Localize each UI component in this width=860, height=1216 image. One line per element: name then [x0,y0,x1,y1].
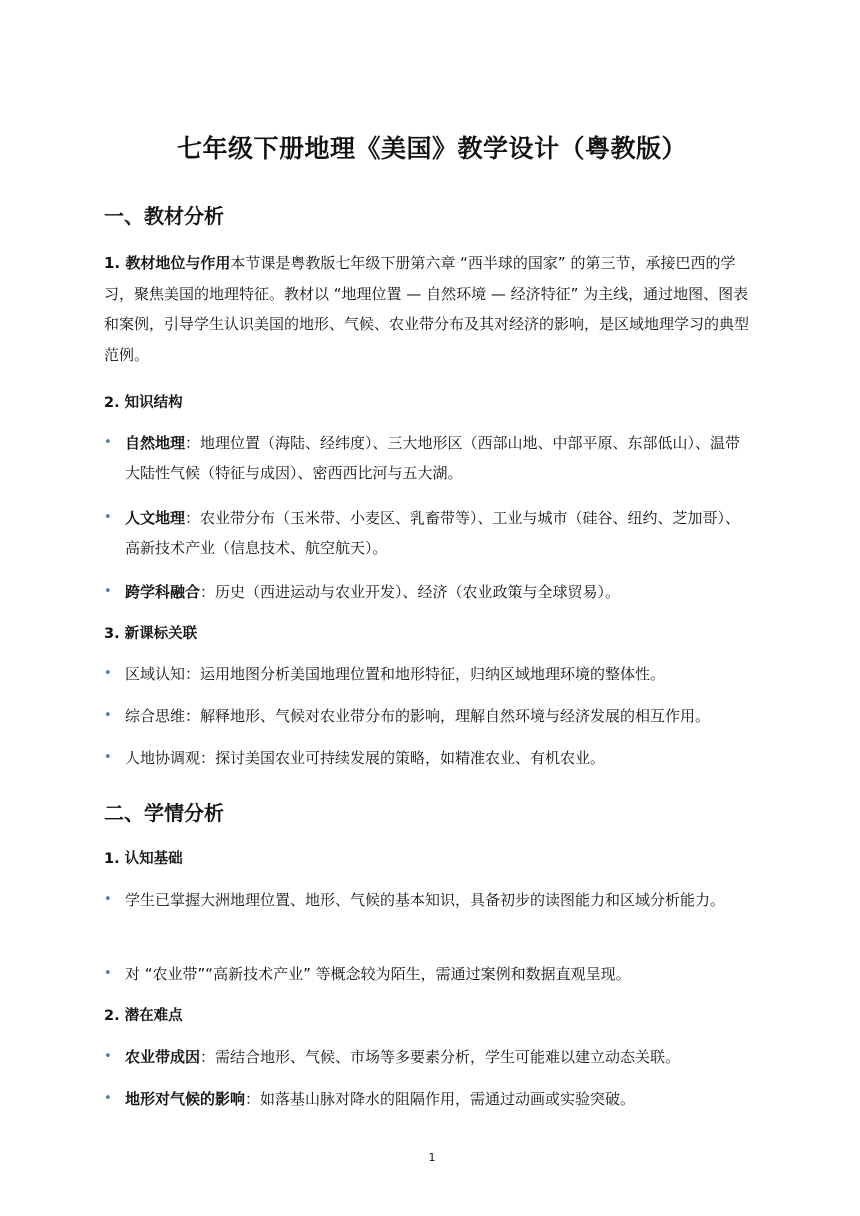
bullet-icon: • [104,892,112,907]
list-item [104,743,760,773]
list-item-text: ：历史（西进运动与农业开发）、经济（农业政策与全球贸易）。 [200,583,621,601]
list-item-text: ：农业带分布（玉米带、小麦区、乳畜带等）、工业与城市（硅谷、纽约、芝加哥）、高新技术产业（信息技术、航空航天）。 [125,509,741,557]
list-item [104,1042,760,1072]
document-page [104,0,760,1216]
section-heading-learner-analysis: 二、学情分析 [104,801,224,825]
bullet-icon: • [104,750,112,765]
list-item-text: ：地理位置（海陆、经纬度）、三大地形区（西部山地、中部平原、东部低山）、温带大陆性气候（特征与成因）、密西西比河与五大湖。 [125,434,741,482]
list-item-text: ：如落基山脉对降水的阻隔作用，需通过动画或实验突破。 [245,1090,636,1108]
list-item-text: 学生已掌握大洲地理位置、地形、气候的基本知识，具备初步的读图能力和区域分析能力。 [125,891,726,909]
list-item-text: 人地协调观：探讨美国农业可持续发展的策略，如精准农业、有机农业。 [125,749,606,767]
subheading-curriculum-standards: 3. 新课标关联 [104,626,198,642]
document-title: 七年级下册地理《美国》教学设计（粤教版） [176,134,687,163]
list-item [104,1084,760,1114]
list-item-text: 综合思维：解释地形、气候对农业带分布的影响，理解自然环境与经济发展的相互作用。 [125,707,711,725]
list-item [104,701,760,731]
bullet-icon: • [104,708,112,723]
bullet-icon: • [104,1049,112,1064]
paragraph-text: 本节课是粤教版七年级下册第六章 “西半球的国家” 的第三节，承接巴西的学习，聚焦美国的地理特征。教材以 “地理位置 — 自然环境 — 经济特征” 为主线，通过地图、图表和案例，引导学生认识美国的地形、气候、农业带分布及其对经济的影响，是区域地理学习的典型范例。 [104,254,750,364]
bullet-icon: • [104,510,112,525]
subheading-cognitive-basis: 1. 认知基础 [104,851,183,867]
list-item [104,885,760,915]
list-item-text: 对 “农业带”“高新技术产业” 等概念较为陌生，需通过案例和数据直观呈现。 [125,965,631,983]
subheading-textbook-role: 1. 教材地位与作用 [104,254,231,272]
bullet-icon: • [104,435,112,450]
bullet-icon: • [104,966,112,981]
list-item-text: ：需结合地形、气候、市场等多要素分析，学生可能难以建立动态关联。 [200,1048,681,1066]
page-number: 1 [428,1151,436,1164]
bullet-icon: • [104,1091,112,1106]
subheading-potential-difficulties: 2. 潜在难点 [104,1008,183,1024]
list-item-label: 跨学科融合 [125,583,201,601]
list-item-label: 地形对气候的影响 [125,1090,246,1108]
bullet-icon: • [104,584,112,599]
subheading-knowledge-structure: 2. 知识结构 [104,395,183,411]
list-item [104,503,760,563]
list-item-label: 农业带成因 [125,1048,201,1066]
list-item [104,577,760,607]
list-item-label: 自然地理 [125,434,186,452]
list-item [104,428,760,488]
section-heading-textbook-analysis: 一、教材分析 [104,204,224,228]
list-item-text: 区域认知：运用地图分析美国地理位置和地形特征，归纳区域地理环境的整体性。 [125,665,666,683]
list-item-label: 人文地理 [125,509,186,527]
bullet-icon: • [104,666,112,681]
paragraph-textbook-role [104,248,760,370]
list-item [104,659,760,689]
list-item [104,959,760,989]
